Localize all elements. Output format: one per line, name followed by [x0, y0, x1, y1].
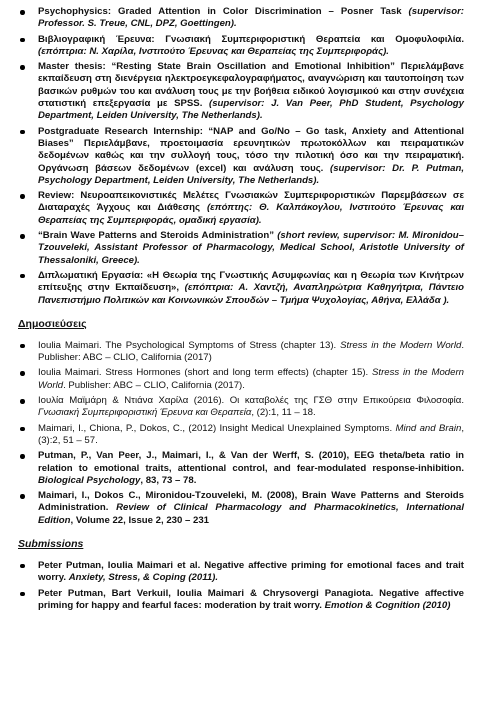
education-item: Διπλωματική Εργασία: «Η Θεωρία της Γνωστικής Ασυμφωνίας και η Θεωρία των Κινήτρων επίτευξης στην Εκπαίδευση», (επόπτρια: Α. Χαντζή, Αναπληρώτρια Καθηγήτρια, Πάντειο Πανεπιστήμιο Πολιτικών και Κοινωνικών Σπουδών – Τμήμα Ψυχολογίας, Αθήνα, Ελλάδα ). — [18, 270, 464, 307]
education-item: Postgraduate Research Internship: “NAP and Go/No – Go task, Anxiety and Attentional Biases” Περιελάμβανε, προετοιμασία ερευνητικών πρωτοκόλλων και πειραματικών δεδομένων καθώς και την συλλογή τους, τόσο την πιλοτική όσο και την πειραματική. Οργάνωση βάσεων δεδομένων (excel) και ανάλυση τους. (supervisor: Dr. P. Putman, Psychology Department, Leiden University, The Netherlands). — [18, 126, 464, 187]
education-list — [18, 6, 464, 307]
education-item: Review: Νευροαπεικονιστικές Μελέτες Γνωσιακών Συμπεριφοριστικών Παρεμβάσεων σε Διαταραχές Άγχους και Διάθεσης (επόπτης: Θ. Καλπάκογλου, Ινστιτούτο Έρευνας και Θεραπείας της Συμπεριφοράς, ομαδική εργασία). — [18, 190, 464, 227]
publication-item: Maimari, I., Chiona, P., Dokos, C., (2012) Insight Medical Unexplained Symptoms. Mind and Brain, (3):2, 51 – 57. — [18, 423, 464, 448]
education-item: Master thesis: “Resting State Brain Oscillation and Emotional Inhibition” Περιελάμβανε εκπαίδευση στη διενέργεια ηλεκτροεγκεφαλογραφήματος, αναγνώριση και ταυτοποίηση των βασικών ρυθμών του και ανάλυση τους με την βοήθεια ειδικού λογισμικού και στην συνέχεια στατιστική επεξεργασία με SPSS. (supervisor: J. Van Peer, PhD Student, Psychology Department, Leiden University, The Netherlands). — [18, 61, 464, 122]
education-item: Βιβλιογραφική Έρευνα: Γνωσιακή Συμπεριφοριστική Θεραπεία και Ομοφυλοφιλία. (επόπτρια: Ν. Χαρίλα, Ινστιτούτο Έρευνας και Θεραπείας της Συμπεριφοράς). — [18, 34, 464, 59]
submissions-heading: Submissions — [18, 537, 84, 550]
submission-item: Peter Putman, Ioulia Maimari et al. Negative affective priming for emotional faces and trait worry. Anxiety, Stress, & Coping (2011). — [18, 560, 464, 585]
publication-item: Putman, P., Van Peer, J., Maimari, I., & Van der Werff, S. (2010), EEG theta/beta ratio in relation to emotional traits, attentional control, and fear-modulated response-inhibition. Biological Psychology, 83, 73 – 78. — [18, 450, 464, 487]
publications-list — [18, 340, 464, 527]
publication-item: Ioulia Maimari. Stress Hormones (short and long term effects) (chapter 15). Stress in the Modern World. Publisher: ABC – CLIO, California (2017). — [18, 367, 464, 392]
publication-item: Ioulia Maimari. The Psychological Symptoms of Stress (chapter 13). Stress in the Modern World. Publisher: ABC – CLIO, California (2017) — [18, 340, 464, 365]
education-item: Psychophysics: Graded Attention in Color Discrimination – Posner Task (supervisor: Professor. S. Treue, CNL, DPZ, Goettingen). — [18, 6, 464, 31]
submission-item: Peter Putman, Bart Verkuil, Ioulia Maimari & Chrysovergi Panagiota. Negative affective priming for happy and fearful faces: moderation by trait worry. Emotion & Cognition (2010) — [18, 588, 464, 613]
publications-heading: Δημοσιεύσεις — [18, 317, 87, 330]
submissions-list — [18, 560, 464, 612]
education-item: “Brain Wave Patterns and Steroids Administration” (short review, supervisor: M. Mironidou–Tzouveleki, Assistant Professor of Pharmacology, Medical School, Aristotle University of Thessaloniki, Greece). — [18, 230, 464, 267]
publication-item: Ιουλία Μαϊμάρη & Ντιάνα Χαρίλα (2016). Οι καταβολές της ΓΣΘ στην Επικούρεια Φιλοσοφία. Γνωσιακή Συμπεριφοριστική Έρευνα και Θεραπεία, (2):1, 11 – 18. — [18, 395, 464, 420]
publication-item: Maimari, I., Dokos C., Mironidou-Tzouveleki, M. (2008), Brain Wave Patterns and Steroids Administration. Review of Clinical Pharmacology and Pharmacokinetics, International Edition, Volume 22, Issue 2, 230 – 231 — [18, 490, 464, 527]
